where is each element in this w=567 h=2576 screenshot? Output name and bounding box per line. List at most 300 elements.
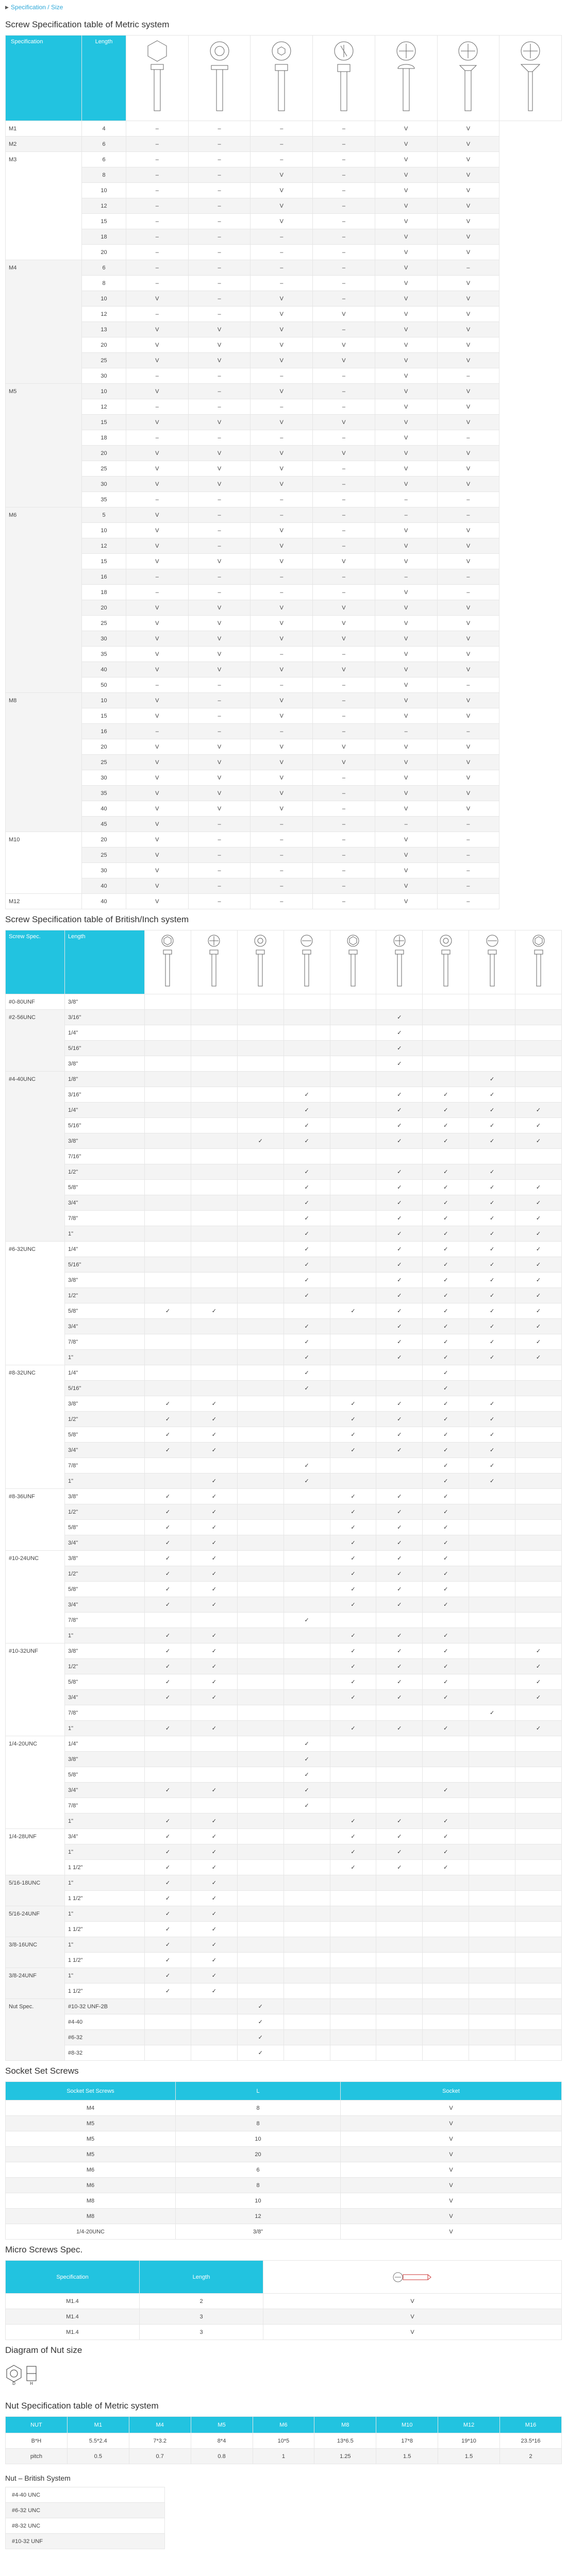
table-row: [6, 1798, 562, 1814]
inch-mark-cell: ✓: [423, 1597, 469, 1613]
inch-length-cell: 3/4": [65, 1319, 145, 1334]
metric-mark-cell: –: [313, 708, 375, 724]
table-row: [6, 1334, 562, 1350]
inch-mark-cell: [237, 1288, 284, 1303]
inch-mark-cell: ✓: [515, 1273, 562, 1288]
table-row: [6, 554, 562, 569]
metric-mark-cell: V: [375, 353, 437, 368]
metric-mark-cell: V: [313, 415, 375, 430]
metric-length-cell: 16: [82, 569, 126, 585]
inch-mark-cell: ✓: [376, 1566, 423, 1582]
table-row: [6, 1350, 562, 1365]
inch-mark-cell: ✓: [376, 1180, 423, 1195]
metric-mark-cell: V: [375, 368, 437, 384]
micro-table: [5, 2260, 562, 2340]
metric-mark-cell: V: [126, 631, 189, 647]
inch-mark-cell: [145, 1736, 191, 1752]
table-row: [6, 1381, 562, 1396]
inch-mark-cell: [515, 1365, 562, 1381]
inch-length-cell: 1/2": [65, 1659, 145, 1674]
inch-mark-cell: ✓: [376, 1721, 423, 1736]
micro-cell: 3: [140, 2325, 263, 2340]
inch-mark-cell: ✓: [284, 1257, 330, 1273]
inch-mark-cell: ✓: [469, 1458, 515, 1473]
metric-mark-cell: V: [375, 677, 437, 693]
table-row: [6, 2503, 165, 2518]
table-row: [6, 492, 562, 507]
socket-cell: 8: [176, 2116, 341, 2131]
inch-mark-cell: [469, 1906, 515, 1922]
inch-mark-cell: [376, 1968, 423, 1984]
empty-cell: [515, 2045, 562, 2061]
metric-mark-cell: –: [126, 152, 189, 167]
inch-mark-cell: [284, 1875, 330, 1891]
inch-mark-cell: ✓: [145, 1984, 191, 1999]
socket-cell: V: [341, 2162, 562, 2178]
metric-mark-cell: V: [437, 554, 499, 569]
inch-mark-cell: [330, 1473, 376, 1489]
metric-mark-cell: –: [126, 430, 189, 446]
table-row: [6, 1613, 562, 1628]
inch-mark-cell: ✓: [284, 1736, 330, 1752]
metric-mark-cell: –: [251, 276, 313, 291]
th-spec: Specification: [6, 36, 82, 121]
micro-cell: M1.4: [6, 2309, 140, 2325]
inch-mark-cell: ✓: [191, 1628, 237, 1643]
inch-mark-cell: ✓: [191, 1875, 237, 1891]
table-row: [6, 1303, 562, 1319]
inch-mark-cell: ✓: [376, 1582, 423, 1597]
micro-cell: V: [263, 2309, 562, 2325]
metric-mark-cell: –: [313, 229, 375, 245]
th-screw-spec: Screw Spec.: [6, 930, 65, 994]
inch-mark-cell: ✓: [423, 1257, 469, 1273]
inch-mark-cell: ✓: [330, 1721, 376, 1736]
table-row: [6, 2534, 165, 2549]
metric-mark-cell: –: [437, 569, 499, 585]
inch-mark-cell: ✓: [376, 1303, 423, 1319]
inch-length-cell: 3/8": [65, 1133, 145, 1149]
socket-cell: 3/8": [176, 2224, 341, 2240]
metric-mark-cell: V: [437, 538, 499, 554]
nut-metric-cell: 1.5: [438, 2449, 500, 2464]
inch-mark-cell: ✓: [330, 1303, 376, 1319]
washer-screw-icon: [191, 930, 237, 994]
table-row: [6, 1922, 562, 1937]
empty-cell: [376, 2030, 423, 2045]
inch-mark-cell: ✓: [469, 1164, 515, 1180]
inch-title: Screw Specification table of British/Inch system: [5, 914, 189, 924]
table-row: [6, 2100, 562, 2116]
inch-mark-cell: ✓: [191, 1906, 237, 1922]
th-inch-length: Length: [65, 930, 145, 994]
inch-mark-cell: ✓: [330, 1396, 376, 1412]
metric-mark-cell: V: [251, 554, 313, 569]
inch-mark-cell: [237, 1659, 284, 1674]
inch-mark-cell: [145, 1319, 191, 1334]
metric-mark-cell: –: [437, 585, 499, 600]
table-row: [6, 1180, 562, 1195]
metric-mark-cell: V: [313, 307, 375, 322]
inch-mark-cell: [237, 1566, 284, 1582]
socket-cap-icon: [313, 36, 375, 121]
socket-cell: M6: [6, 2162, 176, 2178]
metric-mark-cell: V: [126, 477, 189, 492]
metric-mark-cell: V: [437, 415, 499, 430]
metric-mark-cell: V: [375, 832, 437, 848]
metric-mark-cell: V: [375, 430, 437, 446]
metric-mark-cell: V: [437, 708, 499, 724]
metric-length-cell: 20: [82, 600, 126, 616]
inch-mark-cell: [237, 1767, 284, 1783]
metric-mark-cell: –: [313, 677, 375, 693]
metric-mark-cell: V: [437, 214, 499, 229]
inch-mark-cell: [469, 1628, 515, 1643]
table-row: [6, 693, 562, 708]
inch-mark-cell: [237, 1303, 284, 1319]
metric-length-cell: 25: [82, 755, 126, 770]
inch-mark-cell: [423, 1613, 469, 1628]
table-row: [6, 2518, 165, 2534]
metric-length-cell: 35: [82, 647, 126, 662]
inch-mark-cell: [423, 1891, 469, 1906]
inch-mark-cell: [515, 1381, 562, 1396]
inch-mark-cell: [145, 1056, 191, 1072]
nut-spec-value: #10-32 UNF-2B: [65, 1999, 145, 2014]
inch-mark-cell: ✓: [376, 1860, 423, 1875]
inch-mark-cell: ✓: [376, 1273, 423, 1288]
table-row: [6, 1458, 562, 1473]
socket-cell: 20: [176, 2147, 341, 2162]
inch-mark-cell: [237, 1984, 284, 1999]
inch-mark-cell: [191, 1273, 237, 1288]
inch-mark-cell: [423, 1752, 469, 1767]
metric-mark-cell: V: [188, 461, 251, 477]
inch-mark-cell: [191, 1010, 237, 1025]
socket-title: Socket Set Screws: [5, 2066, 79, 2076]
inch-mark-cell: ✓: [515, 1690, 562, 1705]
empty-cell: [284, 2030, 330, 2045]
inch-mark-cell: [284, 1628, 330, 1643]
inch-mark-cell: ✓: [145, 1721, 191, 1736]
nut-metric-header: M5: [191, 2417, 253, 2433]
inch-length-cell: 3/8": [65, 1396, 145, 1412]
inch-mark-cell: [284, 1010, 330, 1025]
metric-mark-cell: V: [188, 446, 251, 461]
inch-mark-cell: ✓: [330, 1443, 376, 1458]
inch-mark-cell: ✓: [469, 1334, 515, 1350]
metric-mark-cell: V: [188, 415, 251, 430]
table-row: [6, 1875, 562, 1891]
inch-mark-cell: [423, 1906, 469, 1922]
inch-length-cell: 5/8": [65, 1674, 145, 1690]
table-row: [6, 1288, 562, 1303]
metric-mark-cell: –: [251, 569, 313, 585]
inch-mark-cell: [191, 1334, 237, 1350]
metric-mark-cell: –: [251, 121, 313, 137]
inch-section: [5, 909, 562, 2061]
inch-mark-cell: [515, 1149, 562, 1164]
table-row: [6, 1968, 562, 1984]
metric-mark-cell: –: [188, 894, 251, 909]
metric-mark-cell: –: [251, 677, 313, 693]
inch-mark-cell: [237, 1690, 284, 1705]
metric-mark-cell: –: [313, 848, 375, 863]
metric-mark-cell: V: [313, 600, 375, 616]
metric-mark-cell: –: [188, 538, 251, 554]
inch-mark-cell: [145, 1103, 191, 1118]
table-row: [6, 1674, 562, 1690]
table-row: [6, 2449, 562, 2464]
table-row: [6, 260, 562, 276]
table-row: [6, 2131, 562, 2147]
inch-mark-cell: ✓: [515, 1195, 562, 1211]
inch-mark-cell: [515, 1164, 562, 1180]
inch-mark-cell: [330, 1242, 376, 1257]
metric-mark-cell: V: [251, 167, 313, 183]
inch-mark-cell: [237, 1396, 284, 1412]
metric-mark-cell: –: [251, 894, 313, 909]
metric-mark-cell: V: [126, 848, 189, 863]
metric-mark-cell: V: [251, 770, 313, 786]
inch-mark-cell: [191, 1736, 237, 1752]
metric-mark-cell: –: [188, 214, 251, 229]
inch-mark-cell: [145, 1087, 191, 1103]
metric-mark-cell: –: [375, 724, 437, 739]
metric-mark-cell: –: [313, 291, 375, 307]
inch-mark-cell: [469, 1504, 515, 1520]
inch-mark-cell: ✓: [191, 1829, 237, 1844]
table-row: [6, 1551, 562, 1566]
nut-british-title: Nut – British System: [5, 2474, 71, 2482]
metric-length-cell: 15: [82, 554, 126, 569]
nut-metric-cell: 13*6.5: [314, 2433, 376, 2449]
phillips-pan-head-icon: [375, 36, 437, 121]
table-row: [6, 137, 562, 152]
metric-mark-cell: V: [437, 770, 499, 786]
inch-length-cell: 1 1/2": [65, 1891, 145, 1906]
metric-mark-cell: –: [251, 585, 313, 600]
table-row: [6, 1860, 562, 1875]
inch-mark-cell: ✓: [423, 1273, 469, 1288]
inch-mark-cell: ✓: [423, 1180, 469, 1195]
inch-mark-cell: ✓: [145, 1504, 191, 1520]
inch-mark-cell: ✓: [376, 1041, 423, 1056]
inch-mark-cell: [330, 1010, 376, 1025]
table-row: [6, 291, 562, 307]
empty-cell: [469, 1999, 515, 2014]
nut-metric-header: M12: [438, 2417, 500, 2433]
nut-metric-title: Nut Specification table of Metric system: [5, 2401, 159, 2411]
table-row: [6, 368, 562, 384]
inch-mark-cell: [423, 1736, 469, 1752]
metric-mark-cell: V: [126, 801, 189, 817]
th-micro-spec: Specification: [6, 2261, 140, 2294]
metric-mark-cell: V: [375, 554, 437, 569]
nut-side-icon: [25, 2364, 38, 2385]
table-row: [6, 1473, 562, 1489]
inch-mark-cell: [330, 1211, 376, 1226]
inch-mark-cell: ✓: [469, 1350, 515, 1365]
metric-mark-cell: –: [126, 260, 189, 276]
metric-mark-cell: V: [251, 477, 313, 492]
inch-length-cell: 1/2": [65, 1412, 145, 1427]
inch-mark-cell: ✓: [145, 1427, 191, 1443]
inch-mark-cell: [515, 1767, 562, 1783]
table-row: [6, 1118, 562, 1133]
inch-length-cell: 7/16": [65, 1149, 145, 1164]
inch-mark-cell: [145, 1025, 191, 1041]
inch-mark-cell: ✓: [191, 1551, 237, 1566]
metric-mark-cell: –: [313, 585, 375, 600]
inch-mark-cell: ✓: [330, 1628, 376, 1643]
inch-mark-cell: ✓: [376, 1133, 423, 1149]
inch-mark-cell: [145, 1473, 191, 1489]
inch-mark-cell: [376, 1767, 423, 1783]
inch-mark-cell: ✓: [423, 1334, 469, 1350]
inch-mark-cell: ✓: [145, 1535, 191, 1551]
inch-mark-cell: [145, 1041, 191, 1056]
metric-mark-cell: V: [188, 477, 251, 492]
th-socket-set: Socket Set Screws: [6, 2082, 176, 2100]
inch-length-cell: 3/4": [65, 1443, 145, 1458]
inch-mark-cell: [330, 1350, 376, 1365]
inch-spec-cell: #4-40UNC: [6, 1072, 65, 1242]
metric-mark-cell: V: [313, 631, 375, 647]
inch-length-cell: 1": [65, 1814, 145, 1829]
inch-mark-cell: ✓: [423, 1628, 469, 1643]
nut-metric-cell: 8*4: [191, 2433, 253, 2449]
inch-mark-cell: ✓: [191, 1937, 237, 1953]
inch-mark-cell: [469, 1582, 515, 1597]
table-row: [6, 1087, 562, 1103]
inch-mark-cell: [237, 1226, 284, 1242]
inch-mark-cell: [376, 1381, 423, 1396]
inch-mark-cell: ✓: [376, 1242, 423, 1257]
inch-mark-cell: [284, 994, 330, 1010]
table-row: [6, 1984, 562, 1999]
metric-mark-cell: V: [375, 307, 437, 322]
inch-length-cell: 3/8": [65, 1489, 145, 1504]
inch-length-cell: 1": [65, 1628, 145, 1643]
inch-mark-cell: [330, 1288, 376, 1303]
nut-label-d: D: [12, 2381, 15, 2385]
metric-length-cell: 5: [82, 507, 126, 523]
inch-mark-cell: ✓: [191, 1860, 237, 1875]
empty-cell: [284, 2045, 330, 2061]
inch-mark-cell: [515, 1922, 562, 1937]
inch-mark-cell: [469, 1643, 515, 1659]
inch-mark-cell: [469, 1381, 515, 1396]
inch-mark-cell: ✓: [376, 1829, 423, 1844]
inch-mark-cell: [515, 1736, 562, 1752]
metric-mark-cell: –: [375, 817, 437, 832]
inch-mark-cell: [191, 1180, 237, 1195]
inch-mark-cell: ✓: [423, 1566, 469, 1582]
inch-mark-cell: ✓: [469, 1273, 515, 1288]
inch-mark-cell: [423, 1968, 469, 1984]
table-row: [6, 1566, 562, 1582]
metric-mark-cell: V: [251, 693, 313, 708]
inch-mark-cell: [284, 1597, 330, 1613]
metric-mark-cell: V: [375, 337, 437, 353]
metric-length-cell: 15: [82, 214, 126, 229]
inch-mark-cell: [237, 1628, 284, 1643]
inch-mark-cell: [330, 1875, 376, 1891]
inch-mark-cell: ✓: [423, 1504, 469, 1520]
inch-spec-cell: #8-36UNF: [6, 1489, 65, 1551]
inch-mark-cell: ✓: [145, 1953, 191, 1968]
inch-mark-cell: ✓: [191, 1891, 237, 1906]
inch-mark-cell: [515, 1953, 562, 1968]
metric-mark-cell: V: [437, 307, 499, 322]
nut-spec-mark: ✓: [237, 2014, 284, 2030]
table-row: [6, 1489, 562, 1504]
metric-length-cell: 6: [82, 137, 126, 152]
table-row: [6, 2193, 562, 2209]
inch-length-cell: 3/4": [65, 1690, 145, 1705]
inch-mark-cell: [515, 994, 562, 1010]
metric-mark-cell: V: [375, 801, 437, 817]
empty-cell: [423, 2045, 469, 2061]
metric-mark-cell: –: [251, 245, 313, 260]
metric-length-cell: 40: [82, 894, 126, 909]
inch-mark-cell: ✓: [515, 1643, 562, 1659]
inch-mark-cell: [284, 1520, 330, 1535]
inch-mark-cell: [191, 994, 237, 1010]
table-row: [6, 662, 562, 677]
metric-mark-cell: –: [313, 260, 375, 276]
inch-mark-cell: [191, 1242, 237, 1257]
metric-mark-cell: V: [375, 693, 437, 708]
inch-mark-cell: [284, 1814, 330, 1829]
inch-mark-cell: [237, 1844, 284, 1860]
inch-mark-cell: [330, 1381, 376, 1396]
inch-mark-cell: [376, 1922, 423, 1937]
metric-mark-cell: –: [251, 152, 313, 167]
inch-mark-cell: ✓: [191, 1427, 237, 1443]
inch-length-cell: 7/8": [65, 1705, 145, 1721]
breadcrumb[interactable]: ▶ Specification / Size: [5, 4, 63, 11]
phillips-flat-head-icon: [499, 36, 562, 121]
inch-mark-cell: ✓: [423, 1844, 469, 1860]
inch-length-cell: 1": [65, 1875, 145, 1891]
metric-mark-cell: V: [375, 755, 437, 770]
socket-cell: M5: [6, 2116, 176, 2131]
inch-mark-cell: ✓: [376, 1489, 423, 1504]
metric-mark-cell: V: [375, 183, 437, 198]
inch-mark-cell: ✓: [284, 1319, 330, 1334]
inch-mark-cell: ✓: [145, 1860, 191, 1875]
inch-mark-cell: [191, 1072, 237, 1087]
inch-mark-cell: ✓: [284, 1226, 330, 1242]
micro-cell: M1.4: [6, 2325, 140, 2340]
inch-length-cell: 7/8": [65, 1334, 145, 1350]
metric-mark-cell: –: [437, 677, 499, 693]
inch-mark-cell: [237, 1118, 284, 1133]
nut-metric-cell: B*H: [6, 2433, 68, 2449]
inch-length-cell: 3/4": [65, 1597, 145, 1613]
inch-mark-cell: [515, 1597, 562, 1613]
nut-metric-cell: 0.8: [191, 2449, 253, 2464]
metric-mark-cell: –: [313, 430, 375, 446]
socket-cell: M6: [6, 2178, 176, 2193]
inch-mark-cell: [145, 1288, 191, 1303]
table-row: [6, 1242, 562, 1257]
metric-mark-cell: V: [437, 137, 499, 152]
inch-mark-cell: [237, 1551, 284, 1566]
metric-length-cell: 45: [82, 817, 126, 832]
